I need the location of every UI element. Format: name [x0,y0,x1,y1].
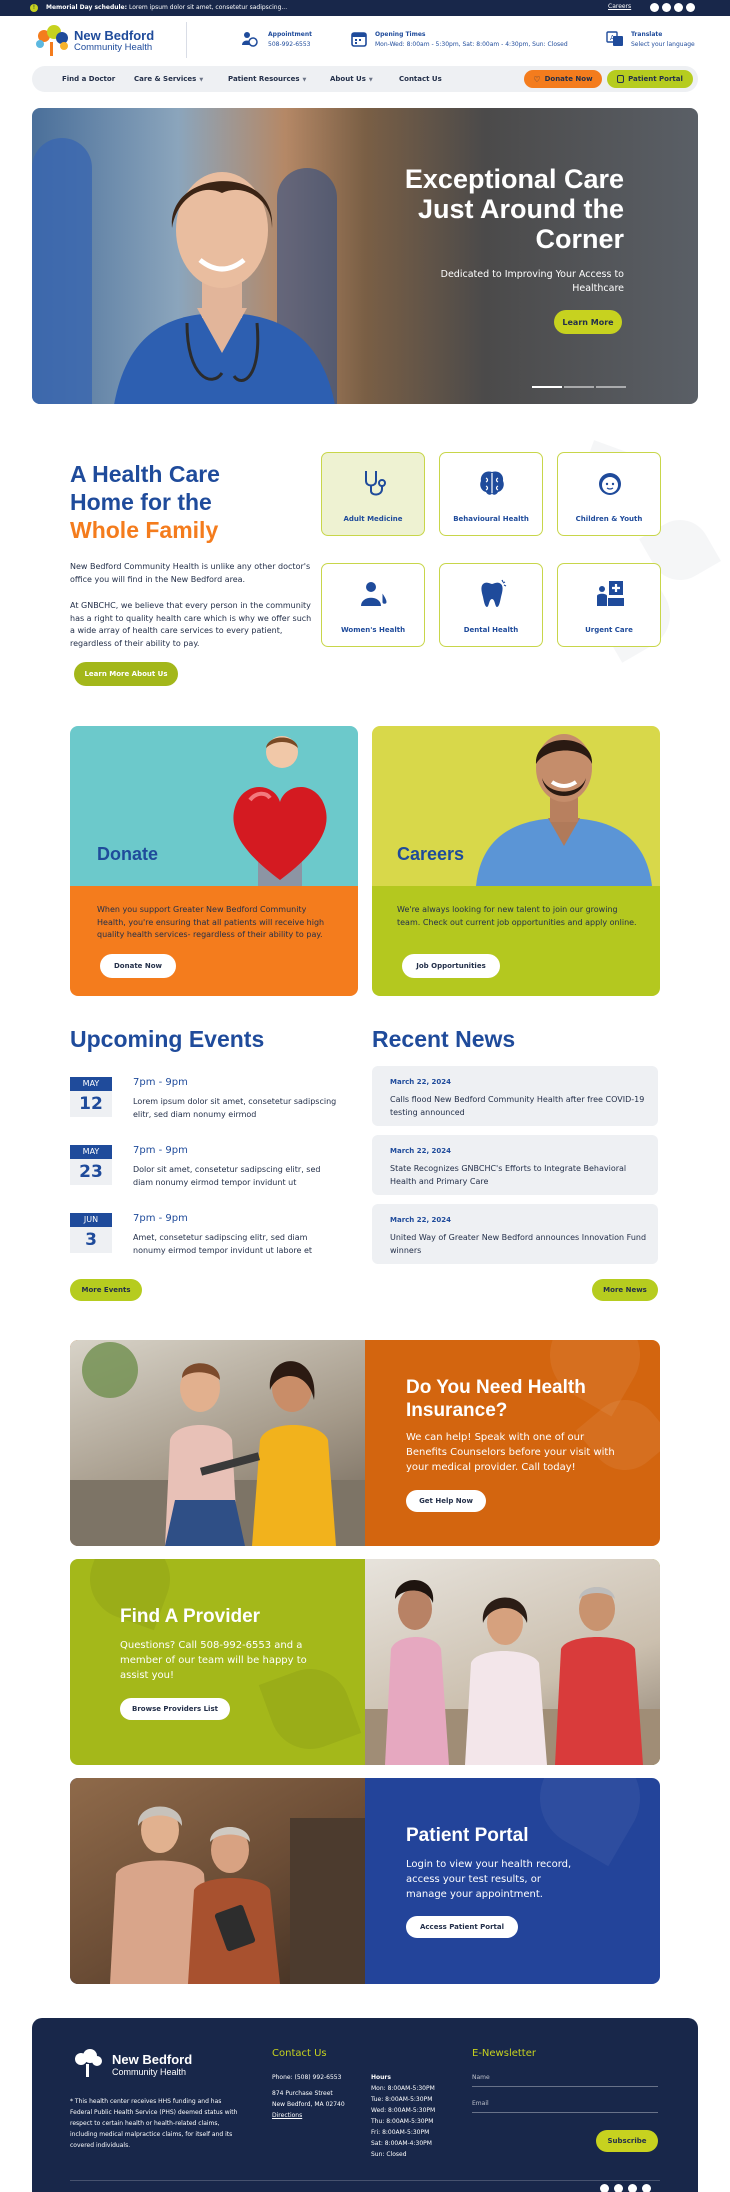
nav-patient-resources[interactable] [228,75,306,83]
patient-portal-title: Patient Portal [406,1825,529,1846]
family-consultation-image [365,1559,660,1765]
child-with-heart-image [220,730,340,886]
event-month: MAY [70,1145,112,1159]
donate-title: Donate [97,844,159,864]
carousel-dot-active[interactable] [532,386,562,388]
appointment-title: Appointment [268,30,313,38]
service-adult-medicine[interactable] [321,452,425,536]
footer-disclaimer: * This health center receives HHS funding and has Federal Public Health Service (PHS) deemed status with respect to certain health or health-related claims, including medical malpractice claims, for itself and its covered individuals. [70,2098,238,2149]
learn-more-about-us-button[interactable]: Learn More About Us [74,662,178,686]
contact-address-line2: New Bedford, MA 02740 [272,2101,345,2108]
carousel-dot[interactable] [564,386,594,388]
service-label: Dental Health [463,626,519,634]
instagram-icon[interactable] [686,3,695,12]
woman-icon [358,578,390,610]
service-womens-health[interactable] [321,563,425,647]
nav-label: Patient Resources [228,75,300,83]
news-headline: United Way of Greater New Bedford announces Innovation Fund winners [390,1233,647,1255]
service-label: Children & Youth [575,515,643,523]
urgent-care-icon [594,578,626,610]
newsletter-title: E-Newsletter [472,2048,536,2059]
logo-tree-icon[interactable] [32,24,72,58]
megaphone-icon: ! [30,4,38,12]
appointment-info[interactable] [240,30,312,48]
event-day: 23 [70,1159,112,1185]
heart-icon: ♡ [533,74,541,84]
tooth-icon [476,578,508,610]
subscribe-button[interactable]: Subscribe [596,2130,658,2152]
footer-divider [70,2180,660,2181]
hours-line: Wed: 8:00AM-5:30PM [371,2107,436,2114]
smiling-nurse-image [476,726,652,886]
hero-background-figure [32,138,92,404]
hero-learn-more-button[interactable]: Learn More [554,310,622,334]
provider-image [365,1559,660,1765]
svg-text:A: A [610,34,615,42]
nav-care-services[interactable] [134,75,203,83]
event-item[interactable] [70,1213,112,1253]
name-field-underline [472,2086,658,2087]
newsletter-name-field[interactable]: Name [472,2074,490,2081]
footer-logo-tree-icon[interactable] [70,2048,106,2078]
nav-label: Contact Us [399,75,442,83]
translate-title: Translate [631,30,663,38]
facebook-icon[interactable] [650,3,659,12]
hours-title: Hours [371,2074,391,2081]
event-description: Amet, consetetur sadipscing elitr, sed diam nonumy eirmod tempor invidunt ut labore et [133,1233,313,1255]
intro-paragraph: At GNBCHC, we believe that every person in the community has a right to quality health care which is why we offer such a wide array of health care services to every patient, regardless of their ability to pay. [70,601,312,648]
opening-times-info [350,30,568,48]
hero-title: Exceptional Care Just Around the Corner [404,164,624,254]
couple-with-tablet-image [70,1778,365,1984]
news-date: March 22, 2024 [390,1078,452,1086]
news-headline: State Recognizes GNBCHC's Efforts to Integrate Behavioral Health and Primary Care [390,1164,627,1186]
hours-line: Tue: 8:00AM-5:30PM [371,2096,433,2103]
header-divider [186,22,187,58]
hours-line: Sat: 8:00AM-4:30PM [371,2140,432,2147]
hero-subtitle: Dedicated to Improving Your Access to Healthcare [440,269,624,294]
appointment-icon [240,30,258,48]
brain-icon [476,467,508,499]
footer-youtube-icon[interactable] [628,2184,637,2192]
news-card[interactable] [372,1135,658,1195]
contact-address-line1: 874 Purchase Street [272,2090,333,2097]
hours-line: Mon: 8:00AM-5:30PM [371,2085,435,2092]
youtube-icon[interactable] [674,3,683,12]
nav-about-us[interactable] [330,75,373,83]
intro-title [70,460,300,544]
twitter-icon[interactable] [662,3,671,12]
more-events-button[interactable]: More Events [70,1279,142,1301]
service-label: Women's Health [340,626,406,634]
careers-body: We're always looking for new talent to join our growing team. Check out current job opportunities and apply online. [397,905,637,927]
insurance-body: We can help! Speak with one of our Benefits Counselors before your visit with your medical provider. Call today! [406,1432,615,1473]
job-opportunities-button[interactable]: Job Opportunities [402,954,500,978]
patient-portal-image [70,1778,365,1984]
stethoscope-icon [358,467,390,499]
news-card[interactable] [372,1066,658,1126]
access-patient-portal-button[interactable]: Access Patient Portal [406,1916,518,1938]
event-month: JUN [70,1213,112,1227]
opening-times-text: Mon-Wed: 8:00am - 5:30pm, Sat: 8:00am - 4:30pm, Sun: Closed [375,40,568,48]
patient-portal-label: Patient Portal [628,75,683,83]
chevron-down-icon: ▼ [302,77,307,83]
contact-phone[interactable]: Phone: (508) 992-6553 [272,2074,342,2081]
intro-title-line3: Whole Family [70,517,219,543]
hero-doctor-image [102,148,342,404]
footer-logo-name[interactable]: New Bedford [112,2052,193,2067]
footer-facebook-icon[interactable] [600,2184,609,2192]
logo-name[interactable]: New Bedford [74,28,155,43]
careers-link[interactable]: Careers [608,3,632,10]
events-title: Upcoming Events [70,1026,265,1052]
service-label: Behavioural Health [453,515,529,523]
translate-info[interactable] [606,30,695,48]
appointment-phone[interactable]: 508-992-6553 [268,40,311,48]
email-field-underline [472,2112,658,2113]
careers-image [372,726,660,886]
careers-title: Careers [397,844,465,864]
announcement-bar [0,0,730,16]
service-urgent-care[interactable] [557,563,661,647]
child-icon [594,467,626,499]
calendar-icon [350,30,368,48]
patient-portal-banner [70,1778,660,1984]
patient-portal-button[interactable] [607,70,693,88]
event-month: MAY [70,1077,112,1091]
careers-panel [372,886,660,996]
event-description: Lorem ipsum dolor sit amet, consetetur sadipscing elitr, sed diam nonumy eirmod [133,1097,337,1119]
announcement-message: Lorem ipsum dolor sit amet, consetetur sadipscing... [128,4,288,11]
event-time: 7pm - 9pm [133,1145,188,1156]
portal-icon [617,75,624,83]
decorative-leaf [522,1778,659,1866]
donate-image [70,726,358,886]
news-card[interactable] [372,1204,658,1264]
intro-title-line1: A Health Care [70,461,220,487]
donate-now-card-button[interactable]: Donate Now [100,954,176,978]
careers-card [372,726,660,996]
get-help-now-button[interactable]: Get Help Now [406,1490,486,1512]
directions-link[interactable]: Directions [272,2112,303,2119]
provider-title: Find A Provider [120,1606,261,1627]
logo-subtitle: Community Health [74,42,153,53]
donate-now-label: Donate Now [544,75,593,83]
service-children-youth[interactable] [557,452,661,536]
footer-instagram-icon[interactable] [642,2184,651,2192]
footer-twitter-icon[interactable] [614,2184,623,2192]
event-item[interactable] [70,1145,112,1185]
opening-times-title: Opening Times [375,30,426,38]
provider-body: Questions? Call 508-992-6553 and a member of our team will be happy to assist you! [120,1640,307,1681]
hours-line: Thu: 8:00AM-5:30PM [371,2118,434,2125]
news-date: March 22, 2024 [390,1216,452,1224]
nav-label: About Us [330,75,366,83]
donate-panel [70,886,358,996]
intro-paragraph: New Bedford Community Health is unlike any other doctor's office you will find in the New Bedford area. [70,562,311,584]
carousel-dot[interactable] [596,386,626,388]
insurance-banner [70,1340,660,1546]
event-description: Dolor sit amet, consetetur sadipscing elitr, sed diam nonumy eirmod tempor invidunt ut [133,1165,321,1187]
event-item[interactable] [70,1077,112,1117]
news-headline: Calls flood New Bedford Community Health after free COVID-19 testing announced [390,1095,645,1117]
hours-line: Fri: 8:00AM-5:30PM [371,2129,430,2136]
browse-providers-button[interactable]: Browse Providers List [120,1698,230,1720]
event-time: 7pm - 9pm [133,1213,188,1224]
chevron-down-icon: ▼ [199,77,204,83]
insurance-image [70,1340,365,1546]
footer-logo-subtitle: Community Health [112,2067,187,2077]
nav-contact-us[interactable] [399,75,442,83]
service-label: Urgent Care [585,626,633,634]
event-time: 7pm - 9pm [133,1077,188,1088]
event-day: 3 [70,1227,112,1253]
service-dental-health[interactable] [439,563,543,647]
news-date: March 22, 2024 [390,1147,452,1155]
news-title: Recent News [372,1026,516,1052]
translate-icon [606,30,624,48]
service-label: Adult Medicine [343,515,403,523]
site-footer [32,2018,698,2192]
announcement-text[interactable] [46,4,287,11]
more-news-button[interactable]: More News [592,1279,658,1301]
newsletter-email-field[interactable]: Email [472,2100,489,2107]
announcement-label: Memorial Day schedule: [46,4,128,11]
service-behavioural-health[interactable] [439,452,543,536]
intro-title-line2: Home for the [70,489,212,515]
provider-banner [70,1559,660,1765]
nav-label: Care & Services [134,75,197,83]
insurance-title: Do You Need Health Insurance? [406,1377,586,1421]
contact-title: Contact Us [272,2048,327,2059]
patient-portal-body: Login to view your health record, access your test results, or manage your appointment. [406,1859,572,1900]
event-day: 12 [70,1091,112,1117]
donate-card [70,726,358,996]
chevron-down-icon: ▼ [368,77,373,83]
donate-now-button[interactable] [524,70,602,88]
counselor-meeting-image [70,1340,365,1546]
hours-line: Sun: Closed [371,2151,407,2158]
hero-banner [32,108,698,404]
nav-find-a-doctor[interactable] [62,75,115,83]
nav-label: Find a Doctor [62,75,116,83]
translate-text[interactable]: Select your language [631,40,695,48]
donate-body: When you support Greater New Bedford Community Health, you're ensuring that all patients will receive high quality health services- regardless of their ability to pay. [97,905,325,939]
